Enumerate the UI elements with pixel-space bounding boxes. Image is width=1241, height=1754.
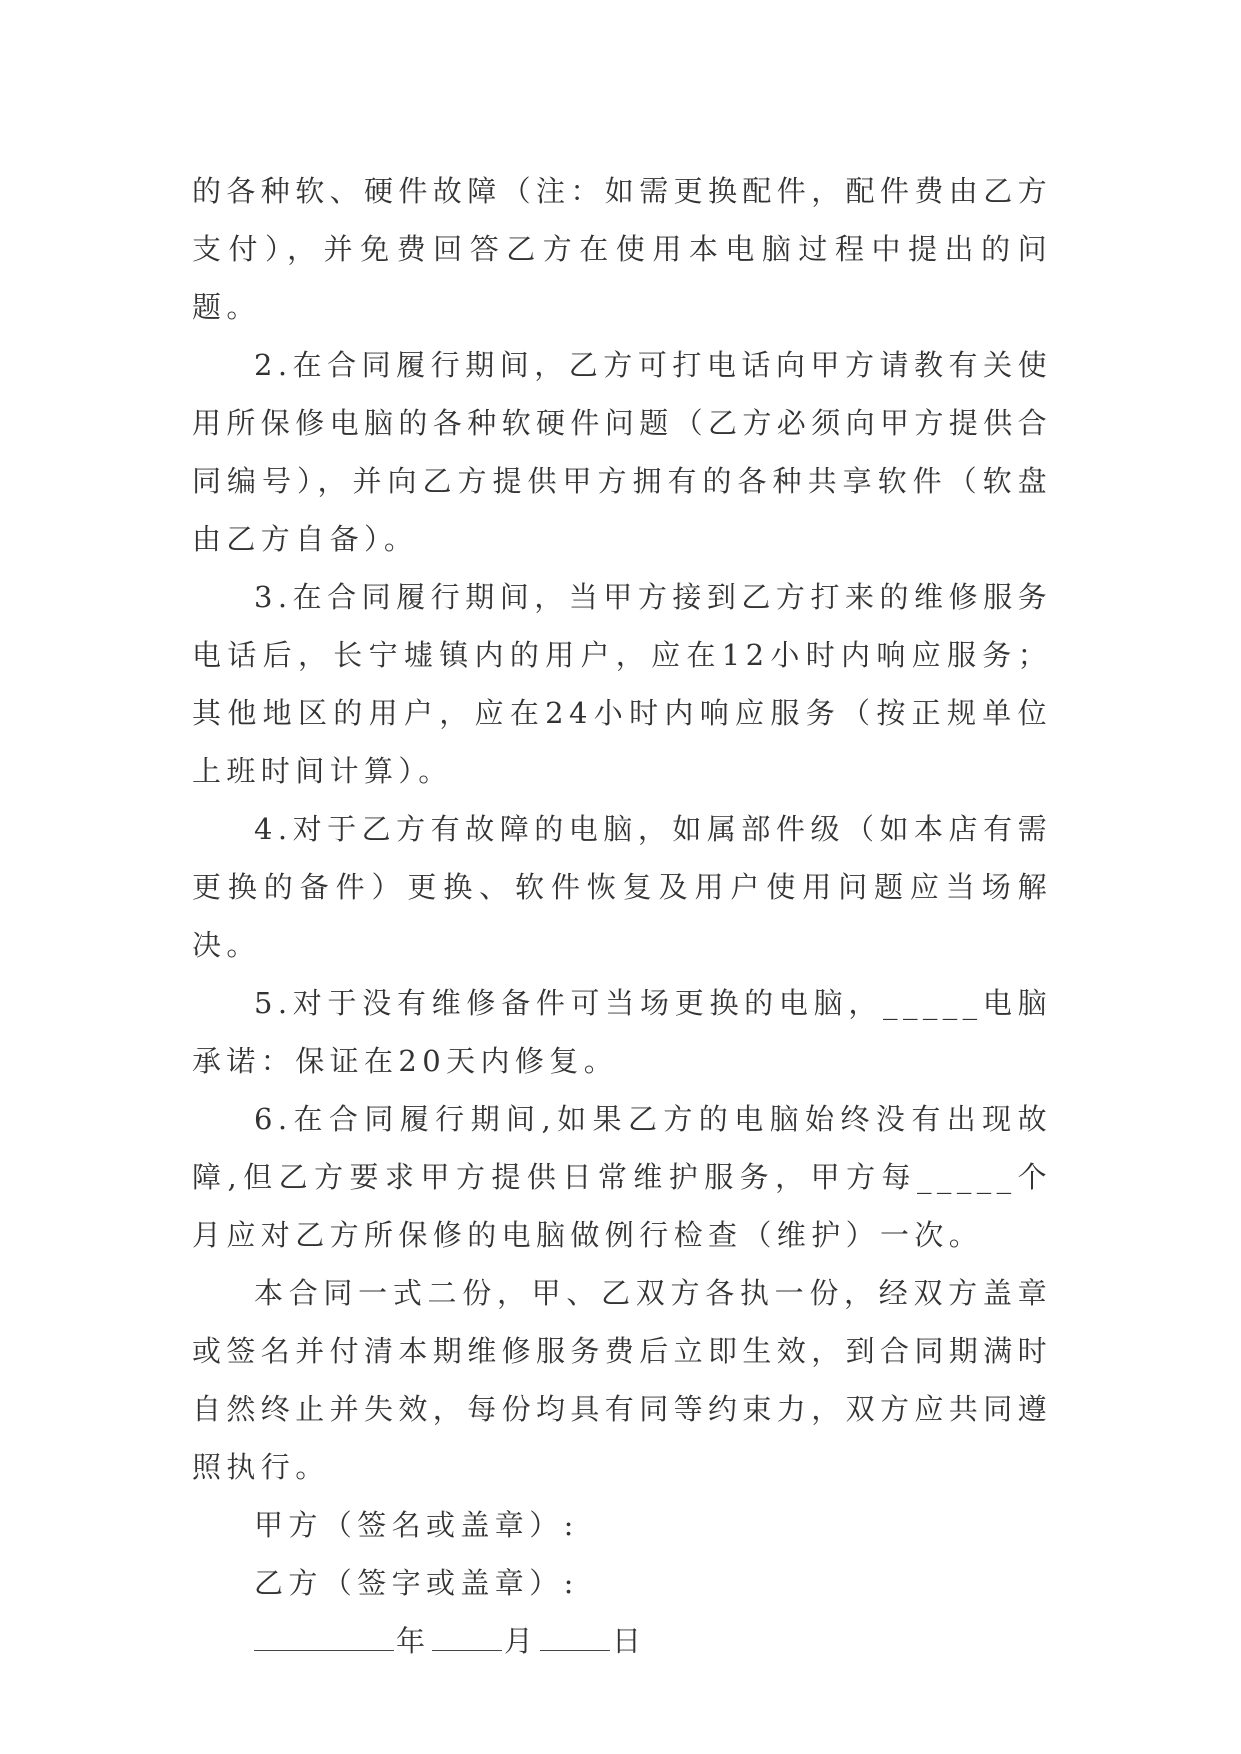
paragraph-clause-4-onsite-repair: 4.对于乙方有故障的电脑，如属部件级（如本店有需更换的备件）更换、软件恢复及用户使用问题应当场解决。 bbox=[192, 812, 1052, 962]
party-a-signature-line: 甲方（签名或盖章）: bbox=[254, 1508, 579, 1542]
day-blank bbox=[540, 1624, 610, 1651]
paragraph-contract-validity: 本合同一式二份，甲、乙双方各执一份，经双方盖章或签名并付清本期维修服务费后立即生效，到合同期满时自然终止并失效，每份均具有同等约束力，双方应共同遵照执行。 bbox=[192, 1276, 1053, 1484]
month-label: 月 bbox=[504, 1624, 539, 1658]
paragraph-clause-2-phone-support: 2.在合同履行期间，乙方可打电话向甲方请教有关使用所保修电脑的各种软硬件问题（乙方必须向甲方提供合同编号），并向乙方提供甲方拥有的各种共享软件（软盘由乙方自备）。 bbox=[192, 348, 1053, 556]
day-label: 日 bbox=[612, 1624, 647, 1658]
contract-body bbox=[192, 162, 1052, 1670]
party-b-signature-line: 乙方（签字或盖章）: bbox=[254, 1566, 579, 1600]
month-blank bbox=[432, 1624, 502, 1651]
paragraph-clause-5-repair-promise: 5.对于没有维修备件可当场更换的电脑，_____电脑承诺：保证在20天内修复。 bbox=[192, 986, 1052, 1078]
year-label: 年 bbox=[396, 1624, 431, 1658]
paragraph-clause-3-response-time: 3.在合同履行期间，当甲方接到乙方打来的维修服务电话后，长宁墟镇内的用户，应在12小时内响应服务；其他地区的用户，应在24小时内响应服务（按正规单位上班时间计算）。 bbox=[192, 580, 1052, 788]
paragraph-clause-6-maintenance: 6.在合同履行期间,如果乙方的电脑始终没有出现故障,但乙方要求甲方提供日常维护服务，甲方每_____个月应对乙方所保修的电脑做例行检查（维护）一次。 bbox=[192, 1102, 1052, 1252]
year-blank bbox=[254, 1624, 394, 1651]
date-line bbox=[192, 1612, 1052, 1670]
paragraph-fault-continuation: 的各种软、硬件故障（注：如需更换配件，配件费由乙方支付），并免费回答乙方在使用本电脑过程中提出的问题。 bbox=[192, 174, 1053, 324]
